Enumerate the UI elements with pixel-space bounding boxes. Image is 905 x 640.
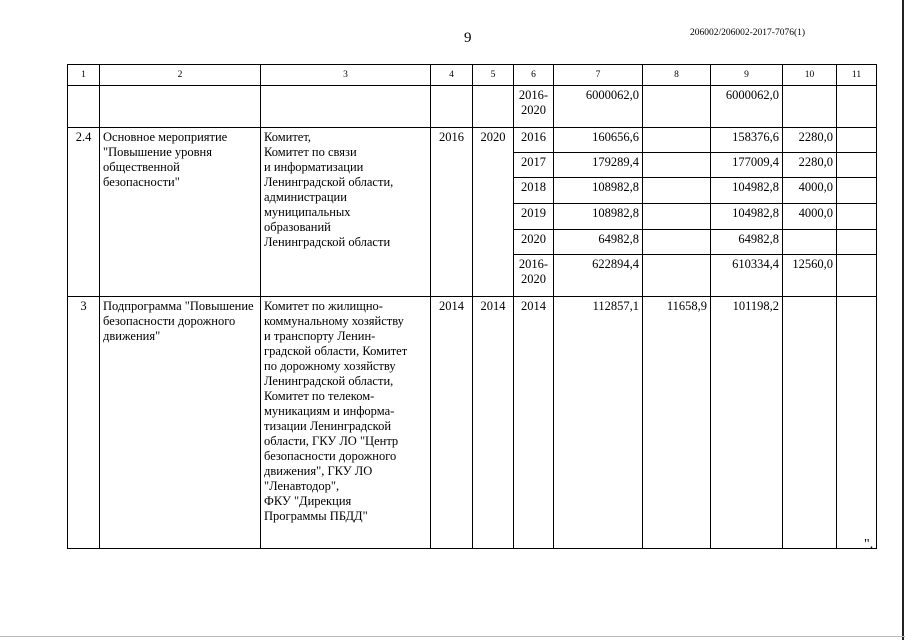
- year-cell: 2016: [514, 128, 554, 153]
- closing-quote: ".: [864, 537, 874, 552]
- value-cell: [643, 204, 711, 230]
- table-row: [68, 128, 877, 153]
- value-cell: 4000,0: [783, 204, 837, 230]
- value-cell: [643, 230, 711, 255]
- table-row: [68, 297, 877, 549]
- value-cell: 6000062,0: [711, 86, 783, 128]
- value-cell: 610334,4: [711, 255, 783, 297]
- value-cell: [643, 255, 711, 297]
- col-header: 8: [643, 65, 711, 86]
- start-year: 2014: [431, 297, 473, 549]
- page-number: 9: [464, 30, 472, 46]
- col-header: 1: [68, 65, 100, 86]
- value-cell: [783, 86, 837, 128]
- value-cell: 11658,9: [643, 297, 711, 549]
- total-cell: 108982,8: [554, 178, 643, 204]
- subprogram-name: Подпрограмма "Повышение безопасности дорожного движения": [100, 297, 261, 549]
- value-cell: [643, 178, 711, 204]
- scan-bottom-line: [0, 636, 905, 637]
- document-id: 206002/206002-2017-7076(1): [690, 28, 806, 38]
- col-header: 11: [837, 65, 877, 86]
- table-row: [68, 86, 877, 128]
- row-number: 3: [68, 297, 100, 549]
- year-cell: 2020: [514, 230, 554, 255]
- measure-name: Основное мероприятие "Повышение уровня общественной безопасности": [100, 128, 261, 297]
- value-cell: [643, 128, 711, 153]
- value-cell: 2280,0: [783, 153, 837, 178]
- value-cell: 101198,2: [711, 297, 783, 549]
- total-cell: 108982,8: [554, 204, 643, 230]
- col-header: 9: [711, 65, 783, 86]
- col-header: 4: [431, 65, 473, 86]
- year-cell: 2016- 2020: [514, 86, 554, 128]
- value-cell: 64982,8: [711, 230, 783, 255]
- end-year: 2020: [473, 128, 514, 297]
- value-cell: 12560,0: [783, 255, 837, 297]
- total-cell: 622894,4: [554, 255, 643, 297]
- total-cell: 179289,4: [554, 153, 643, 178]
- value-cell: 177009,4: [711, 153, 783, 178]
- total-cell: 6000062,0: [554, 86, 643, 128]
- executor-cell: Комитет по жилищно- коммунальному хозяйству и транспорту Ленин- градской области, Комитет по дорожному хозяйству Ленинградской области, Комитет по телеком- муникациям и информа- тизации Ленинградской области, ГКУ ЛО "Центр безопасности дорожного движения", ГКУ ЛО "Ленавтодор", ФКУ "Дирекция Программы ПБДД": [261, 297, 431, 549]
- total-cell: 112857,1: [554, 297, 643, 549]
- value-cell: 104982,8: [711, 204, 783, 230]
- executor-cell: Комитет, Комитет по связи и информатизации Ленинградской области, администрации муниципальных образований Ленинградской области: [261, 128, 431, 297]
- value-cell: 4000,0: [783, 178, 837, 204]
- value-cell: [643, 86, 711, 128]
- year-cell: 2019: [514, 204, 554, 230]
- col-header: 7: [554, 65, 643, 86]
- col-header: 2: [100, 65, 261, 86]
- year-cell: 2016- 2020: [514, 255, 554, 297]
- col-header: 5: [473, 65, 514, 86]
- value-cell: 2280,0: [783, 128, 837, 153]
- program-table: [67, 64, 877, 549]
- header-row: [68, 65, 877, 86]
- value-cell: [783, 297, 837, 549]
- col-header: 3: [261, 65, 431, 86]
- row-number: 2.4: [68, 128, 100, 297]
- value-cell: [783, 230, 837, 255]
- year-cell: 2014: [514, 297, 554, 549]
- total-cell: 64982,8: [554, 230, 643, 255]
- year-cell: 2018: [514, 178, 554, 204]
- value-cell: [643, 153, 711, 178]
- start-year: 2016: [431, 128, 473, 297]
- end-year: 2014: [473, 297, 514, 549]
- value-cell: 104982,8: [711, 178, 783, 204]
- scan-edge: [902, 0, 904, 640]
- col-header: 10: [783, 65, 837, 86]
- col-header: 6: [514, 65, 554, 86]
- value-cell: 158376,6: [711, 128, 783, 153]
- total-cell: 160656,6: [554, 128, 643, 153]
- year-cell: 2017: [514, 153, 554, 178]
